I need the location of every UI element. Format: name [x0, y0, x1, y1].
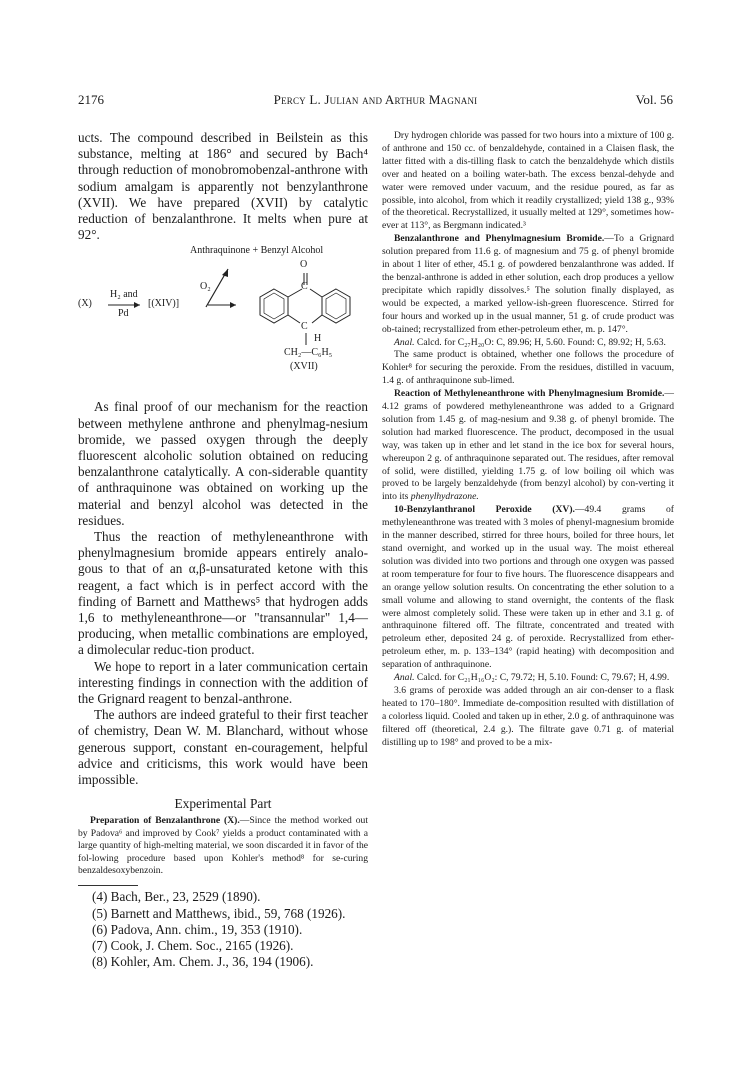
scheme-h2-label: H₂ and: [110, 289, 138, 301]
grignard-text: —To a Grignard solution prepared from 11.6 g. of magnesium and 75 g. of phenyl bromide in about 1 liter of ether, 45.1 g. of powdered benzalanthrone was added. If the benzal-anthrone is added in ether solution, each drop produces a yellow precipitate which rapidly dissolves.⁵ The solution finally displayed, as would be expected, a marked yellow-ish-green fluorescence. Stirred for four hours and worked up in the usual manner, 51 g. of crude product was ob-tained; recrystallized from ether-petroleum ether, m. p. 147°.: [382, 233, 674, 335]
right-paragraph-3: The same product is obtained, whether one follows the procedure of Kohler⁸ for securing the peroxide. From the residues, distilled in vacuum, 1.4 g. of anthraquinone sub-limed.: [382, 349, 674, 387]
scheme-xiv-label: [(XIV)]: [148, 298, 180, 310]
right-paragraph-2: [382, 233, 674, 336]
analysis-1: [382, 337, 674, 350]
analysis-1-label: Anal.: [394, 336, 415, 348]
methylene-text: —4.12 grams of powdered methyleneanthrone was added to a Grignard solution from 1.45 g. of mag-nesium and 9.38 g. of phenyl bromide. The solution had marked fluorescence. The product, decomposed in the usual way, was taken up in ether and let stand in the ice box for several hours, whereupon 2 g. of anthraquinone separated out. The residues, after removal of solid, were distilled, yielding 1.75 g. of low boiling oil which was proved to be largely benzaldehyde (from benzyl alcohol) by con-verting it into its: [382, 388, 674, 503]
page-number: 2176: [78, 92, 104, 107]
scheme-top-label: Anthraquinone + Benzyl Alcohol: [190, 245, 324, 257]
scheme-carbonyl-carbon: C: [301, 281, 308, 293]
scheme-o2-label: O₂: [200, 281, 211, 293]
running-header: [78, 92, 673, 112]
left-paragraph-2: As final proof of our mechanism for the reaction between methylene anthrone and phenylmag-nesium bromide, we passed oxygen through the deeply fluorescent alcoholic solution obtained on reducing benzalanthrone catalytically. A con-siderable quantity of anthraquinone was obtained on working up the material and benzyl alcohol was detected in the residues.: [78, 399, 368, 528]
scheme-pd-label: Pd: [118, 308, 129, 320]
preparation-paragraph: [78, 815, 368, 877]
scheme-hydrogen-atom: H: [314, 333, 322, 345]
methylene-italic: phenylhydrazone.: [410, 491, 479, 503]
footnote-rule: [78, 885, 138, 886]
preparation-title: Preparation of Benzalanthrone (X).: [90, 815, 240, 827]
reaction-scheme: [78, 245, 368, 395]
left-paragraph-3: Thus the reaction of methyleneanthrone with phenylmagnesium bromide appears entirely analo-gous to that of an α,β-unsaturated ketone with this reagent, a fact which is in perfect accord with the finding of Barnett and Matthews⁵ that hydrogen adds 1,6 to methyleneanthrone—or "transannular" 1,4—producing, when metallic combinations are employed, a dimolecular reduc-tion product.: [78, 529, 368, 658]
scheme-oxygen-atom: O: [300, 259, 308, 271]
grignard-title: Benzalanthrone and Phenylmagnesium Bromide.: [394, 233, 605, 245]
scheme-x-label: (X): [78, 298, 92, 310]
right-paragraph-4: [382, 388, 674, 504]
analysis-2: [382, 672, 674, 685]
reaction-scheme-drawing: [78, 245, 368, 395]
running-title: Percy L. Julian and Arthur Magnani: [273, 92, 478, 107]
peroxide-title: 10-Benzylanthranol Peroxide (XV).: [394, 504, 575, 516]
analysis-1-text: Calcd. for C₂₇H₂₀O: C, 89.96; H, 5.60. Found: C, 89.92; H, 5.63.: [414, 336, 666, 348]
left-paragraph-5: The authors are indeed grateful to their first teacher of chemistry, Dean W. M. Blanchard, without whose generous support, constant en-couragement, helpful advice and criticisms, this work would have been impossible.: [78, 707, 368, 788]
footnote-4: (4) Bach, Ber., 23, 2529 (1890).: [92, 889, 261, 905]
preparation-text: —Since the method worked out by Padova⁶ and improved by Cook⁷ yields a product contaminated with a large quantity of high-melting material, we soon discarded it in favor of the fol-lowing procedure based upon Kohler's method⁸ for se-curing benzaldesoxybenzoin.: [78, 815, 368, 876]
scheme-sp3-carbon: C: [301, 321, 308, 333]
section-heading: Experimental Part: [174, 796, 272, 812]
footnote-5: (5) Barnett and Matthews, ibid., 59, 768 (1926).: [92, 905, 346, 921]
left-paragraph-1: ucts. The compound described in Beilstein as this substance, melting at 186° and secured by Bach⁴ through reduction of monobromobenzal-anthrone with sodium amalgam is apparently not benzylanthrone (XVII). We have prepared (XVII) by catalytic reduction of benzalanthrone. It melts when pure at 92°.: [78, 130, 368, 243]
right-paragraph-1: Dry hydrogen chloride was passed for two hours into a mixture of 100 g. of anthrone and 150 cc. of benzaldehyde, contained in a Claisen flask, the latter fitted with a dis-tilling flask to catch the benzaldehyde which distils over and heated on a boiling water-bath. The excess benzal-dehyde and water were removed under vacuum, and the residue poured, as far as possible, into alcohol, from which it readily crystallized; yield 138 g., 93% of the theoretical. Recrystallized, it usually melted at 129°, sometimes how-ever at 113°, as Bergmann indicated.³: [382, 130, 674, 232]
analysis-2-label: Anal.: [394, 672, 415, 684]
right-paragraph-6: 3.6 grams of peroxide was added through an air con-denser to a flask heated to 170–180°. Immediate de-composition resulted with distillation of a colorless liquid. Cooled and taken up in ether, 2.0 g. of anthraquinone was filtered off (theoretical, 2.4 g.). The filtrate gave 0.71 g. of material distilling up to 198° and proved to be a mix-: [382, 684, 674, 748]
scheme-benzyl-group: CH₂—C₆H₅: [284, 347, 333, 359]
footnote-6: (6) Padova, Ann. chim., 19, 353 (1910).: [92, 921, 303, 937]
volume-number: Vol. 56: [635, 92, 673, 107]
left-column: [78, 130, 368, 970]
right-column: [382, 130, 674, 750]
analysis-2-text: Calcd. for C₂₁H₁₆O₂: C, 79.72; H, 5.10. Found: C, 79.67; H, 4.99.: [414, 672, 670, 684]
methylene-title: Reaction of Methyleneanthrone with Phenylmagnesium Bromide.: [394, 388, 665, 400]
scheme-xvii-label: (XVII): [290, 361, 318, 373]
left-paragraph-4: We hope to report in a later communication certain interesting findings in connection with the addition of the Grignard reagent to benzal-anthrone.: [78, 658, 368, 707]
footnote-8: (8) Kohler, Am. Chem. J., 36, 194 (1906).: [92, 954, 314, 970]
peroxide-text: —49.4 grams of methyleneanthrone was treated with 3 moles of phenyl-magnesium bromide in the manner described, stirred for three hours, boiled for three hours, let stand overnight, and worked up in the usual way. The moist ethereal solution was divided into two portions and through one oxygen was passed at room temperature for four to five hours. The fluorescence disappears and an orange yellow solution results. On concentrating the ether solution to a small volume and allowing to stand overnight, the contents of the flask were almost completely solid. These were taken up in ether and 3.1 g. of anthraquinone filtered off. The filtrate, concentrated and treated with petroleum ether, deposited 24 g. of peroxide. Recrystallized from ether-petroleum ether, m. p. 133–134° (rapid heating) with decomposition and separation of anthraquinone.: [382, 504, 674, 671]
right-paragraph-5: [382, 504, 674, 672]
footnote-7: (7) Cook, J. Chem. Soc., 2165 (1926).: [92, 937, 294, 953]
